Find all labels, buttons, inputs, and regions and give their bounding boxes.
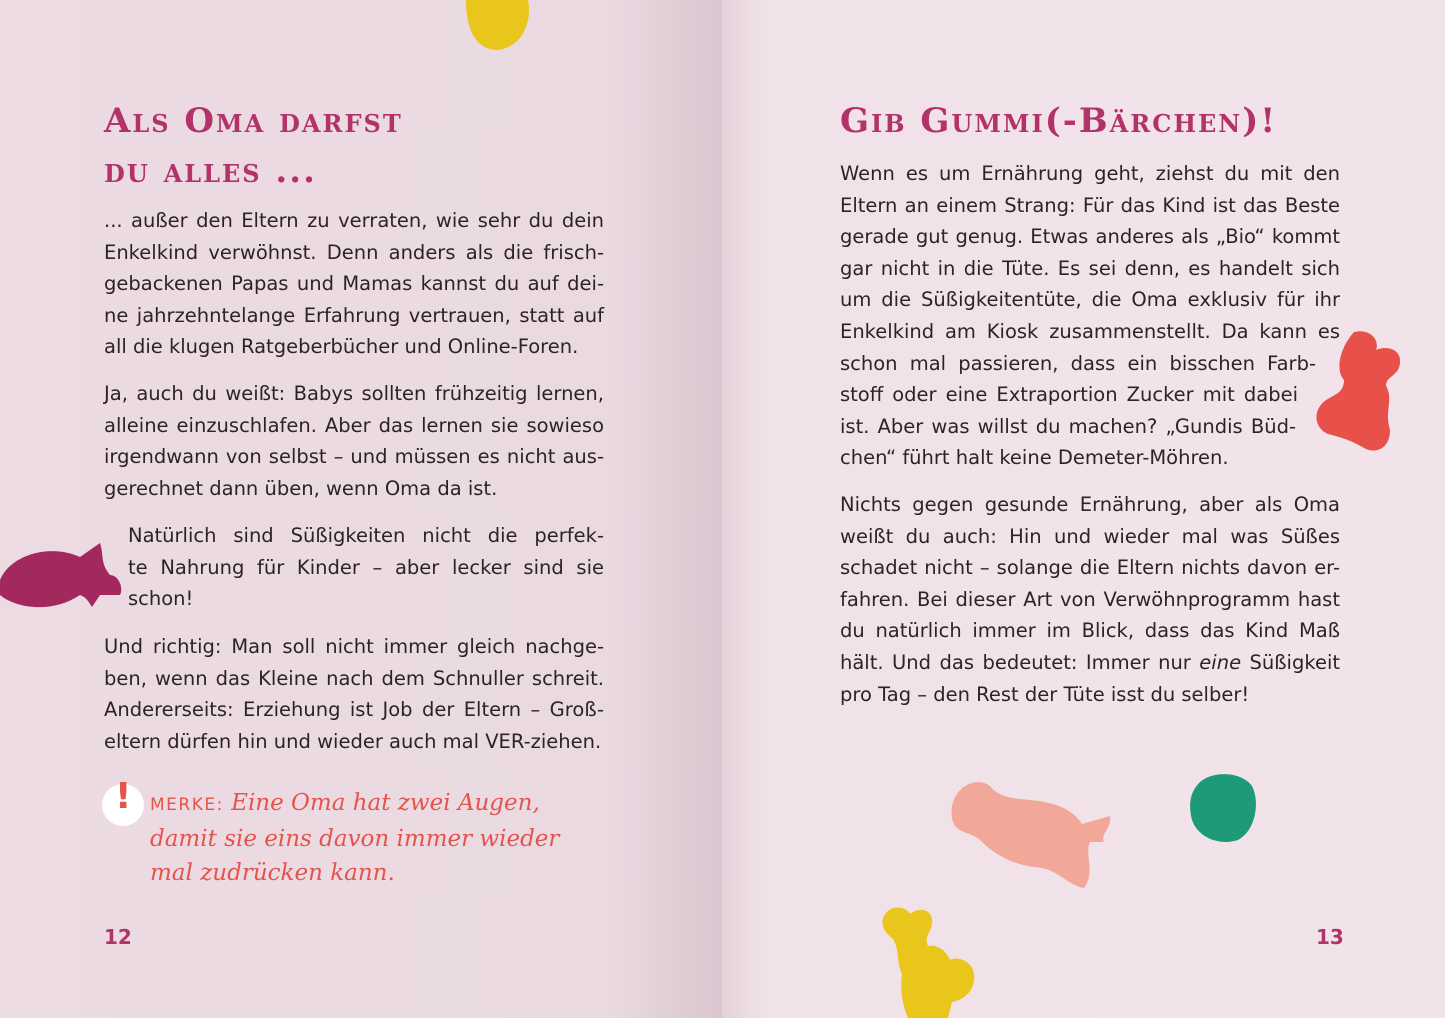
text-line: Wenn es um Ernährung geht, ziehst du mit den — [840, 162, 1340, 185]
text-line: Nichts gegen gesunde Ernährung, aber als Oma — [840, 493, 1340, 516]
text-line: Enkelkind am Kiosk zusammenstellt. Da kann es — [840, 319, 1340, 343]
right-heading: Gib Gummi(-Bärchen)! — [840, 101, 1278, 141]
green-gummy-icon — [1190, 772, 1258, 844]
text-line: chen“ führt halt keine Demeter-Möhren. — [840, 446, 1229, 470]
text-line: ist. Aber was willst du machen? „Gundis Büd- — [840, 414, 1296, 438]
page-number: 12 — [104, 925, 132, 949]
text-line: weißt du auch: Hin und wieder mal was Süßes — [840, 524, 1340, 548]
text-line: um die Süßigkeitentüte, die Oma exklusiv für ihr — [840, 288, 1340, 312]
text-line: schon! — [128, 587, 194, 611]
text-line — [840, 647, 1340, 679]
paragraph — [840, 158, 1340, 474]
heading-line: du alles ... — [104, 151, 317, 191]
text-line: schon mal passieren, dass ein bisschen Farb- — [840, 351, 1316, 375]
text-line: fahren. Bei dieser Art von Verwöhnprogramm hast — [840, 587, 1340, 611]
text-line: ne jahrzehntelange Erfahrung vertrauen, statt auf — [104, 303, 604, 327]
text-line: gerade gut genug. Etwas anderes als „Bio“ kommt — [840, 225, 1340, 249]
yellow-gummy-bear-icon — [880, 904, 976, 1018]
left-heading — [104, 96, 403, 196]
text-line: du natürlich immer im Blick, dass das Kind Maß — [840, 619, 1340, 643]
emphasis-text: eine — [1199, 650, 1242, 674]
text-line: Ja, auch du weißt: Babys sollten frühzeitig lernen, — [104, 382, 604, 405]
paragraph — [128, 520, 604, 615]
paragraph — [104, 631, 604, 757]
paragraph — [104, 205, 604, 363]
text-line: schadet nicht – solange die Eltern nichts davon er- — [840, 556, 1340, 580]
merke-line: mal zudrücken kann. — [150, 860, 395, 886]
merke-note — [150, 786, 559, 890]
text-segment: Süßigkeit — [1241, 650, 1341, 674]
merke-line: Eine Oma hat zwei Augen, — [231, 790, 540, 816]
left-page — [0, 0, 722, 1018]
text-line: alleine einzuschlafen. Aber das lernen sie sowieso — [104, 413, 604, 437]
text-line: ben, wenn das Kleine nach dem Schnuller schreit. — [104, 666, 604, 690]
text-line: eltern dürfen hin und wieder auch mal VER-ziehen. — [104, 729, 602, 753]
text-segment: hält. Und das bedeutet: Immer nur — [840, 650, 1200, 674]
text-line: gerechnet dann üben, wenn Oma da ist. — [104, 476, 498, 500]
text-line: stoff oder eine Extraportion Zucker mit dabei — [840, 383, 1298, 407]
yellow-gummy-icon — [462, 0, 532, 52]
text-line: gar nicht in die Tüte. Es sei denn, es handelt sich — [840, 256, 1340, 280]
text-line: pro Tag – den Rest der Tüte isst du selber! — [840, 682, 1250, 706]
text-line: Natürlich sind Süßigkeiten nicht die perfek- — [128, 524, 604, 547]
text-line: gebackenen Papas und Mamas kannst du auf dei- — [104, 272, 604, 296]
red-gummy-bear-icon — [1314, 330, 1406, 454]
text-line: te Nahrung für Kinder – aber lecker sind sie — [128, 555, 604, 579]
fish-candy-icon — [0, 535, 126, 610]
text-line: irgendwann von selbst – und müssen es nicht aus- — [104, 445, 604, 469]
paragraph — [104, 378, 604, 504]
text-line: Enkelkind verwöhnst. Denn anders als die frisch- — [104, 240, 604, 264]
exclamation-icon: ! — [102, 784, 144, 826]
pink-candy-icon — [950, 776, 1120, 890]
text-line: Andererseits: Erziehung ist Job der Eltern – Groß- — [104, 698, 604, 722]
merke-label: MERKE: — [150, 795, 224, 815]
text-line: ... außer den Eltern zu verraten, wie sehr du dein — [104, 209, 604, 232]
text-line: Und richtig: Man soll nicht immer gleich nachge- — [104, 635, 604, 658]
text-line: all die klugen Ratgeberbücher und Online-Foren. — [104, 335, 579, 359]
merke-line: damit sie eins davon immer wieder — [150, 826, 560, 852]
heading-line: Als Oma darfst — [104, 101, 403, 141]
text-line: Eltern an einem Strang: Für das Kind ist das Beste — [840, 193, 1340, 217]
paragraph — [840, 489, 1340, 710]
page-number: 13 — [1316, 925, 1344, 949]
right-page — [722, 0, 1445, 1018]
